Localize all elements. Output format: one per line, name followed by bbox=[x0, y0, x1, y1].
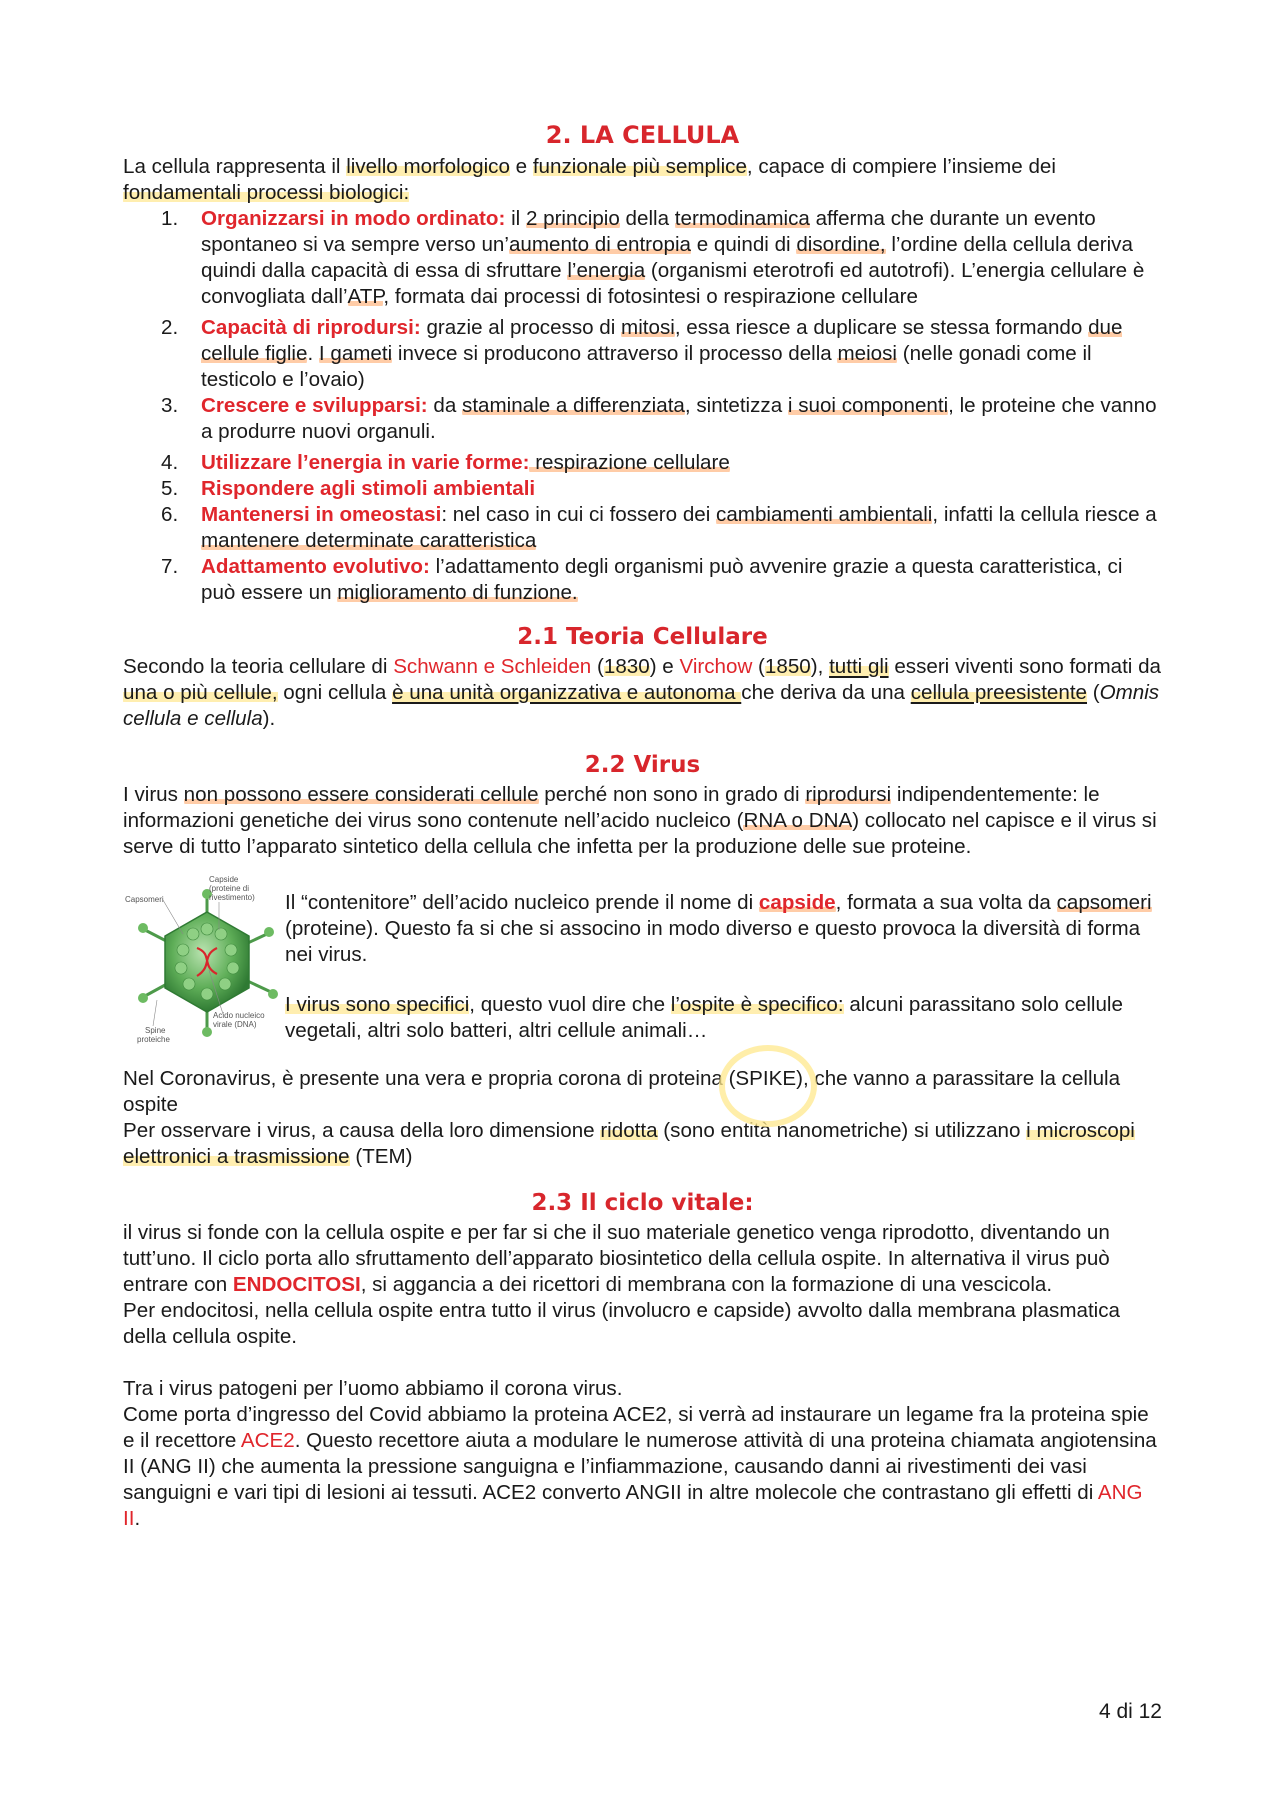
section-virus bbox=[123, 782, 1162, 1170]
ciclo-paragraph-3: Tra i virus patogeni per l’uomo abbiamo il corona virus. bbox=[123, 1377, 623, 1400]
virus-illustration bbox=[123, 874, 283, 1044]
figure-label-capside: Capside bbox=[209, 875, 239, 884]
svg-text:rivestimento): rivestimento) bbox=[209, 893, 255, 902]
list-item: 1. Organizzarsi in modo ordinato: il 2 principio della termodinamica afferma che durante un evento spontaneo si va sempre verso un’aumento di entropia e quindi di disordine, l’ordine della cellula deriva quindi dalla capacità di essa di sfruttare l’energia (organismi eterotrofi ed autotrofi). L’energia cellulare è convogliata dall’ATP, formata dai processi di fotosintesi o respirazione cellulare bbox=[161, 207, 1145, 308]
section-ciclo-vitale bbox=[123, 1220, 1162, 1532]
page-number: 4 di 12 bbox=[1098, 1700, 1162, 1723]
capside-paragraph: Il “contenitore” dell’acido nucleico prende il nome di capside, formata a sua volta da capsomeri (proteine). Questo fa si che si associno in modo diverso e questo provoca la diversità di forma nei virus. bbox=[285, 891, 1152, 966]
tem-paragraph: Per osservare i virus, a causa della loro dimensione ridotta (sono entità nanometriche) si utilizzano i microscopi elettronici a trasmissione (TEM) bbox=[123, 1119, 1135, 1168]
section-la-cellula bbox=[123, 154, 1162, 606]
heading-teoria-cellulare: 2.1 Teoria Cellulare bbox=[517, 624, 768, 650]
virus-figure-row bbox=[123, 874, 1162, 1044]
svg-text:proteiche: proteiche bbox=[137, 1035, 170, 1044]
highlight: funzionale più semplice bbox=[532, 155, 747, 178]
cell-properties-list bbox=[123, 206, 1162, 606]
figure-label-capsomeri: Capsomeri bbox=[125, 895, 164, 904]
ciclo-paragraph-4: Come porta d’ingresso del Covid abbiamo la proteina ACE2, si verrà ad instaurare un legame fra la proteina spie e il recettore ACE2. Questo recettore aiuta a modulare le numerose attività di una proteina chiamata angiotensina II (ANG II) che aumenta la pressione sanguigna e l’infiammazione, causando danni ai rivestimenti dei vasi sanguigni e vari tipi di lesioni ai tessuti. ACE2 converto ANGII in altre molecole che contrastano gli effetti di ANG II. bbox=[123, 1403, 1157, 1530]
list-item: 3. Crescere e svilupparsi: da staminale a differenziata, sintetizza i suoi componenti, le proteine che vanno a produrre nuovi organuli. bbox=[161, 394, 1157, 443]
teoria-paragraph: Secondo la teoria cellulare di Schwann e Schleiden (1830) e Virchow (1850), tutti gli esseri viventi sono formati da una o più cellule, ogni cellula è una unità organizzativa e autonoma che deriva da una cellula preesistente (Omnis cellula e cellula). bbox=[123, 655, 1162, 730]
ciclo-paragraph-1: il virus si fonde con la cellula ospite e per far si che il suo materiale genetico venga riprodotto, diventando un tutt’uno. Il ciclo porta allo sfruttamento dell’apparato biosintetico della cellula ospite. In alternativa il virus può entrare con ENDOCITOSI, si aggancia a dei ricettori di membrana con la formazione di una vescicola. bbox=[123, 1221, 1110, 1296]
virus-paragraph: I virus non possono essere considerati cellule perché non sono in grado di riprodursi indipendentemente: le informazioni genetiche dei virus sono contenute nell’acido nucleico (RNA o DNA) collocato nel capisce e il virus si serve di tutto l’apparato sintetico della cellula che infetta per la produzione delle sue proteine. bbox=[123, 783, 1157, 858]
heading-virus: 2.2 Virus bbox=[584, 752, 701, 778]
capside-text bbox=[285, 874, 1162, 1044]
coronavirus-paragraph: Nel Coronavirus, è presente una vera e propria corona di proteina (SPIKE), che vanno a parassitare la cellula ospite bbox=[123, 1067, 1121, 1116]
specificity-paragraph: I virus sono specifici, questo vuol dire che l’ospite è specifico: alcuni parassitano solo cellule vegetali, altri solo batteri, altri cellule animali… bbox=[285, 993, 1123, 1042]
list-item: 2. Capacità di riprodursi: grazie al processo di mitosi, essa riesce a duplicare se stessa formando due cellule figlie. I gameti invece si producono attraverso il processo della meiosi (nelle gonadi come il testicolo e l’ovaio) bbox=[161, 316, 1123, 391]
heading-ciclo-vitale: 2.3 Il ciclo vitale: bbox=[531, 1190, 754, 1216]
list-item: 6. Mantenersi in omeostasi: nel caso in cui ci fossero dei cambiamenti ambientali, infatti la cellula riesce a mantenere determinate caratteristica bbox=[161, 503, 1157, 552]
svg-text:virale (DNA): virale (DNA) bbox=[213, 1020, 257, 1029]
highlight: fondamentali processi biologici: bbox=[123, 181, 410, 204]
ciclo-paragraph-2: Per endocitosi, nella cellula ospite entra tutto il virus (involucro e capside) avvolto dalla membrana plasmatica della cellula ospite. bbox=[123, 1299, 1121, 1348]
figure-label-spine: Spine bbox=[145, 1026, 166, 1035]
heading-la-cellula: 2. LA CELLULA bbox=[545, 121, 740, 149]
spike-circle: (SPIKE), bbox=[728, 1067, 809, 1090]
svg-text:(proteine di: (proteine di bbox=[209, 884, 250, 893]
highlight: livello morfologico bbox=[346, 155, 510, 178]
figure-label-acido-nucleico: Acido nucleico bbox=[213, 1011, 265, 1020]
section-teoria-cellulare bbox=[123, 654, 1162, 732]
list-item: 7. Adattamento evolutivo: l’adattamento degli organismi può avvenire grazie a questa caratteristica, ci può essere un miglioramento di funzione. bbox=[161, 555, 1123, 604]
list-item: 5. Rispondere agli stimoli ambientali bbox=[161, 477, 536, 500]
list-item: 4. Utilizzare l’energia in varie forme: respirazione cellulare bbox=[161, 451, 730, 474]
intro-paragraph: La cellula rappresenta il livello morfologico e funzionale più semplice, capace di compiere l’insieme dei fondamentali processi biologici: bbox=[123, 155, 1056, 204]
